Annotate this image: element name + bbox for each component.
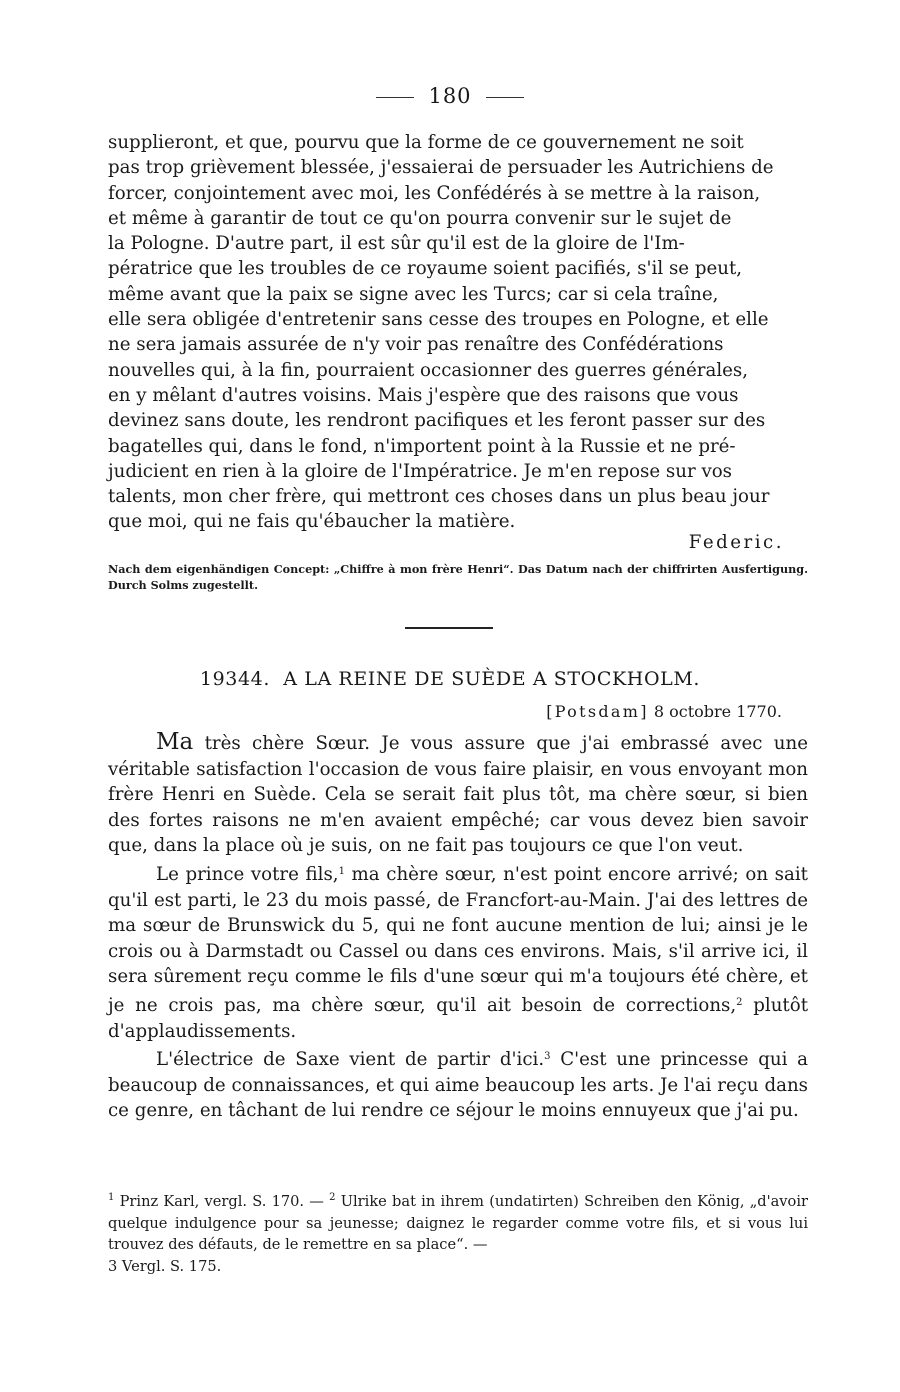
- header-rule-right: [486, 97, 524, 98]
- salutation-initial: Ma: [156, 729, 194, 755]
- letter-heading: [0, 668, 900, 690]
- letter-title: A LA REINE DE SUÈDE A STOCKHOLM.: [283, 668, 701, 690]
- text-line: supplieront, et que, pourvu que la forme de ce gouvernement ne soit: [108, 132, 744, 153]
- text-line: judicient en rien à la gloire de l'Impératrice. Je m'en repose sur vos: [108, 460, 732, 482]
- text-line: la Pologne. D'autre part, il est sûr qu'il est de la gloire de l'Im-: [108, 233, 685, 255]
- letter-paragraph: [108, 730, 808, 859]
- footnote-ref: 3: [544, 1051, 551, 1063]
- footnote-text: Ulrike bat in ihrem (undatirten) Schreiben den König, „d'avoir quelque indulgence pour sa jeunesse; daignez le regarder comme votre fils, et si vous lui trouvez des défauts, de le remettre en sa place“. —: [108, 1193, 808, 1254]
- footnotes: [108, 1187, 808, 1277]
- letter-number: 19344.: [199, 668, 271, 690]
- footnote: [108, 1187, 808, 1256]
- footnote: 3 Vergl. S. 175.: [108, 1257, 222, 1275]
- header-rule-left: [376, 97, 414, 98]
- text-line: pas trop grièvement blessée, j'essaierai de persuader les Autrichiens de: [108, 157, 774, 179]
- footnote-ref: 1: [338, 865, 345, 877]
- section-divider: [405, 627, 493, 629]
- text-line: et même à garantir de tout ce qu'on pourra convenir sur le sujet de: [108, 207, 732, 229]
- paragraph-text: très chère Sœur. Je vous assure que j'ai embrassé avec une véritable satisfaction l'occasion de vous faire plaisir, en vous envoyant mon frère Henri en Suède. Cela se serait fait plus tôt, ma chère sœur, si bien des fortes raisons ne m'en avaient empêché; car vous devez bien savoir que, dans la place où je suis, on ne fait pas toujours ce que l'on veut.: [108, 733, 808, 857]
- page-header: [0, 84, 900, 108]
- text-line: bagatelles qui, dans le fond, n'importent point à la Russie et ne pré-: [108, 435, 736, 457]
- footnote-text: Prinz Karl, vergl. S. 170. —: [114, 1193, 330, 1210]
- text-line: talents, mon cher frère, qui mettront ces choses dans un plus beau jour: [108, 486, 770, 508]
- text-line: en y mêlant d'autres voisins. Mais j'espère que des raisons que vous: [108, 384, 739, 406]
- text-line: devinez sans doute, les rendront pacifiques et les feront passer sur des: [108, 410, 766, 432]
- paragraph-text: ma chère sœur, n'est point encore arrivé; on sait qu'il est parti, le 23 du mois passé, de Francfort-au-Main. J'ai des lettres de ma sœur de Brunswick du 5, qui ne font aucune mention de lui; ainsi je le crois ou à Darmstadt ou Cassel ou dans ces environs. Mais, s'il arrive ici, il sera sûrement reçu comme le fils d'une sœur qui m'a toujours été chère, et je ne crois pas, ma chère sœur, qu'il ait besoin de corrections,: [108, 863, 808, 1016]
- letter-dateline: [546, 702, 782, 721]
- paragraph-text: plutôt d'applaudissements.: [108, 994, 808, 1042]
- footnote-ref: 2: [736, 996, 743, 1008]
- text-line: pératrice que les troubles de ce royaume soient pacifiés, s'il se peut,: [108, 258, 743, 280]
- text-line: forcer, conjointement avec moi, les Confédérés à se mettre à la raison,: [108, 182, 761, 204]
- letter-place: [Potsdam]: [546, 702, 649, 721]
- signature: Federic.: [688, 532, 784, 553]
- footnote-mark: 2: [329, 1192, 336, 1203]
- text-line: nouvelles qui, à la fin, pourraient occasionner des guerres générales,: [108, 359, 749, 381]
- text-line: même avant que la paix se signe avec les Turcs; car si cela traîne,: [108, 283, 719, 305]
- footnote-mark: 1: [108, 1192, 115, 1203]
- text-line: elle sera obligée d'entretenir sans cesse des troupes en Pologne, et elle: [108, 309, 769, 331]
- paragraph-text: L'électrice de Saxe vient de partir d'ici.: [156, 1049, 545, 1071]
- continuation-text: [108, 130, 808, 535]
- page-number: 180: [428, 84, 472, 108]
- letter-date: 8 octobre 1770.: [653, 702, 782, 721]
- letter-paragraph: [108, 859, 808, 1044]
- source-note: Nach dem eigenhändigen Concept: „Chiffre à mon frère Henri“. Das Datum nach der chiffrirten Ausfertigung. Durch Solms zugestellt.: [108, 562, 808, 592]
- paragraph-text: C'est une princesse qui a beaucoup de connaissances, et qui aime beaucoup les arts. Je l'ai reçu dans ce genre, en tâchant de lui rendre ce séjour le moins ennuyeux que j'ai pu.: [108, 1049, 808, 1122]
- paragraph-text: Le prince votre fils,: [156, 863, 339, 885]
- letter-paragraph: [108, 1044, 808, 1124]
- text-line: ne sera jamais assurée de n'y voir pas renaître des Confédérations: [108, 334, 724, 356]
- letter-body: [108, 730, 808, 1124]
- text-line: que moi, qui ne fais qu'ébaucher la matière.: [108, 511, 516, 533]
